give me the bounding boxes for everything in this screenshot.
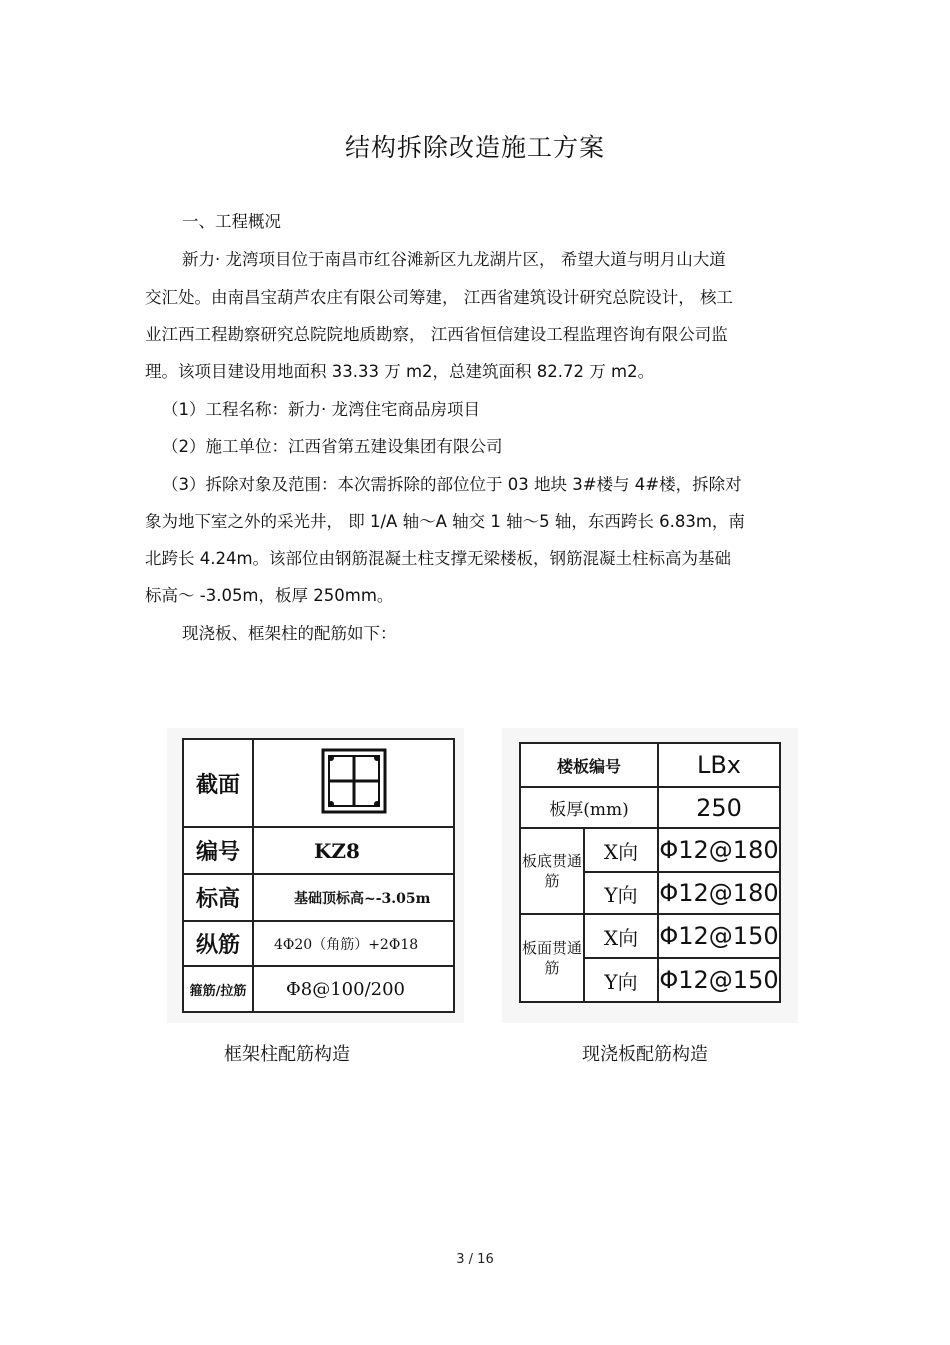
overview-line-4: 理。该项目建设用地面积 33.33 万 m2，总建筑面积 82.72 万 m2。 xyxy=(145,362,655,381)
bottom-x-rebar: Φ12@180 xyxy=(658,828,780,872)
id-label: 编号 xyxy=(183,827,253,874)
column-section-cell xyxy=(253,739,454,827)
top-y-rebar: Φ12@150 xyxy=(658,958,780,1002)
section-heading: 一、工程概况 xyxy=(182,212,281,231)
elevation-label: 标高 xyxy=(183,874,253,921)
longitudinal-label: 纵筋 xyxy=(183,921,253,966)
thickness-label: 板厚(mm) xyxy=(520,787,658,828)
demolition-scope-line-2: 象为地下室之外的采光井， 即 1/A 轴～A 轴交 1 轴～5 轴，东西跨长 6.83m，南 xyxy=(145,512,745,531)
page-number: 3 / 16 xyxy=(456,1252,494,1267)
column-reinforcement-table xyxy=(182,738,455,1013)
slab-reinforcement-table xyxy=(519,742,781,1003)
slab-no: LBx xyxy=(658,743,780,787)
stirrup-rebar: Φ8@100/200 xyxy=(253,966,454,1012)
overview-line-1: 新力· 龙湾项目位于南昌市红谷滩新区九龙湖片区， 希望大道与明月山大道 xyxy=(182,250,726,269)
top-x-dir-label: X向 xyxy=(584,914,658,958)
demolition-scope-line-1: （3）拆除对象及范围：本次需拆除的部位位于 03 地块 3#楼与 4#楼，拆除对 xyxy=(162,475,742,494)
demolition-scope-line-4: 标高～ -3.05m，板厚 250mm。 xyxy=(145,586,394,605)
longitudinal-rebar: 4Φ20（角筋）+2Φ18 xyxy=(253,921,454,966)
top-x-rebar: Φ12@150 xyxy=(658,914,780,958)
column-reinforcement-figure xyxy=(167,728,464,1023)
stirrup-label: 箍筋/拉筋 xyxy=(183,966,253,1012)
column-id: KZ8 xyxy=(253,827,454,874)
slab-reinforcement-figure xyxy=(502,728,798,1023)
bottom-y-rebar: Φ12@180 xyxy=(658,872,780,914)
slab-thickness: 250 xyxy=(658,787,780,828)
bottom-y-dir-label: Y向 xyxy=(584,872,658,914)
slab-figure-caption: 现浇板配筋构造 xyxy=(582,1044,708,1065)
section-label: 截面 xyxy=(183,739,253,827)
slab-no-label: 楼板编号 xyxy=(520,743,658,787)
overview-line-3: 业江西工程勘察研究总院院地质勘察， 江西省恒信建设工程监理咨询有限公司监 xyxy=(145,325,728,344)
project-name-item: （1）工程名称：新力· 龙湾住宅商品房项目 xyxy=(162,400,480,419)
column-elevation: 基础顶标高~-3.05m xyxy=(253,874,454,921)
contractor-item: （2）施工单位：江西省第五建设集团有限公司 xyxy=(162,437,503,456)
column-figure-caption: 框架柱配筋构造 xyxy=(224,1044,350,1065)
top-rebar-label: 板面贯通筋 xyxy=(520,914,584,1002)
tables-intro: 现浇板、框架柱的配筋如下： xyxy=(182,624,397,643)
column-section-icon xyxy=(320,747,388,815)
bottom-x-dir-label: X向 xyxy=(584,828,658,872)
overview-line-2: 交汇处。由南昌宝葫芦农庄有限公司筹建， 江西省建筑设计研究总院设计， 核工 xyxy=(145,288,733,307)
bottom-rebar-label: 板底贯通筋 xyxy=(520,828,584,914)
demolition-scope-line-3: 北跨长 4.24m。该部位由钢筋混凝土柱支撑无梁楼板，钢筋混凝土柱标高为基础 xyxy=(145,549,732,568)
top-y-dir-label: Y向 xyxy=(584,958,658,1002)
document-title: 结构拆除改造施工方案 xyxy=(344,133,605,162)
